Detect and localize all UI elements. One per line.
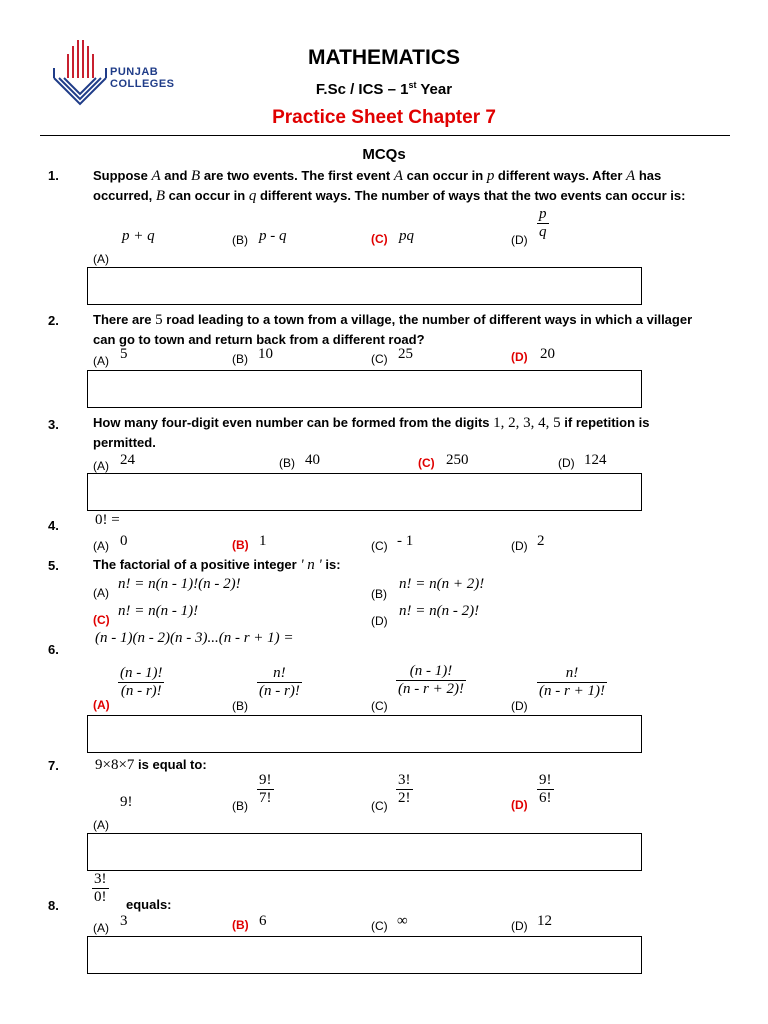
q1-option-d-fraction <box>537 206 549 241</box>
q3-option-c-label: (C) <box>418 456 435 470</box>
q1-var-a: A <box>151 168 161 184</box>
q2-option-a-value: 5 <box>120 346 128 362</box>
q3-option-b-value: 40 <box>305 452 320 468</box>
q6-option-b-label: (B) <box>232 699 248 713</box>
q2-option-c-label: (C) <box>371 352 388 366</box>
q6-expression: (n - 1)(n - 2)(n - 3)...(n - r + 1) = <box>95 630 294 646</box>
header-divider <box>40 135 730 136</box>
q6-a-num: (n - 1)! <box>120 665 163 681</box>
q1-answer-box[interactable] <box>87 267 642 305</box>
q3-t2: if repetition is <box>560 415 650 430</box>
q1-option-c-value: pq <box>399 228 414 244</box>
q2-option-c-value: 25 <box>398 346 413 362</box>
subtitle-sup: st <box>408 80 417 90</box>
q2-option-d-label: (D) <box>511 350 528 364</box>
q4-option-a-label: (A) <box>93 539 109 553</box>
q2-number: 2. <box>48 313 59 328</box>
q1-var-a3: A <box>626 168 636 184</box>
q5-option-d-label: (D) <box>371 614 388 628</box>
q5-option-a-label: (A) <box>93 586 109 600</box>
q2-text <box>93 310 743 349</box>
q4-option-c-label: (C) <box>371 539 388 553</box>
q2-l2: can go to town and return back from a different road? <box>93 332 425 347</box>
q4-option-c-value: - 1 <box>397 533 414 549</box>
q1-option-a-value: p + q <box>122 228 155 244</box>
q1-t1: Suppose <box>93 168 152 183</box>
q1-l2b: can occur in <box>165 188 249 203</box>
q4-option-a-value: 0 <box>120 533 128 549</box>
q6-option-b-fraction <box>257 665 302 700</box>
subtitle-year: Year <box>416 81 453 98</box>
q4-option-d-label: (D) <box>511 539 528 553</box>
q7-option-b-fraction <box>257 772 274 807</box>
q6-answer-box[interactable] <box>87 715 642 753</box>
q7-c-den: 2! <box>398 790 411 806</box>
q7-option-a-label: (A) <box>93 818 109 832</box>
q6-d-den: (n - r + 1)! <box>539 683 605 699</box>
q7-option-a-value: 9! <box>120 794 133 810</box>
q3-text <box>93 413 743 452</box>
q7-text <box>95 755 207 775</box>
q2-option-b-value: 10 <box>258 346 273 362</box>
q7-option-b-label: (B) <box>232 799 248 813</box>
q2-option-d-value: 20 <box>540 346 555 362</box>
q8-option-a-value: 3 <box>120 913 128 929</box>
q5-option-c-value: n! = n(n - 1)! <box>118 603 199 619</box>
q7-b-num: 9! <box>259 772 272 788</box>
q8-num: 3! <box>94 871 107 887</box>
q6-option-d-label: (D) <box>511 699 528 713</box>
q3-l2: permitted. <box>93 435 156 450</box>
q6-number: 6. <box>48 642 59 657</box>
q7-d-num: 9! <box>539 772 552 788</box>
q1-option-c-label: (C) <box>371 232 388 246</box>
q7-c-num: 3! <box>398 772 411 788</box>
q6-option-a-fraction <box>118 665 164 700</box>
q3-option-c-value: 250 <box>446 452 469 468</box>
q2-t1: There are <box>93 312 156 327</box>
q1-l2c: different ways. The number of ways that the two events can occur is: <box>256 188 686 203</box>
q8-den: 0! <box>94 889 107 905</box>
q3-option-a-label: (A) <box>93 459 109 473</box>
q1-var-a2: A <box>393 168 403 184</box>
q8-option-a-label: (A) <box>93 921 109 935</box>
q7-answer-box[interactable] <box>87 833 642 871</box>
q6-b-num: n! <box>273 665 286 681</box>
q5-option-b-label: (B) <box>371 587 387 601</box>
q2-var-n: 5 <box>155 312 163 328</box>
q3-digits: 1, 2, 3, 4, 5 <box>493 415 561 431</box>
q7-t1: is equal to: <box>134 757 207 772</box>
q3-option-d-label: (D) <box>558 456 575 470</box>
q1-option-b-label: (B) <box>232 233 248 247</box>
q5-var-n: ' n ' <box>300 557 322 573</box>
q1-var-b2: B <box>155 188 166 204</box>
course-subtitle <box>0 80 768 98</box>
q4-option-d-value: 2 <box>537 533 545 549</box>
q1-var-b: B <box>191 168 201 184</box>
q5-number: 5. <box>48 558 59 573</box>
logo-line1: PUNJAB <box>110 66 159 78</box>
q8-option-d-value: 12 <box>537 913 552 929</box>
q8-option-c-label: (C) <box>371 919 388 933</box>
q6-c-num: (n - 1)! <box>409 663 453 679</box>
q1-d-den: q <box>539 224 547 240</box>
q5-text <box>93 555 341 575</box>
q1-var-q: q <box>248 188 257 204</box>
q7-expression: 9×8×7 <box>95 757 135 773</box>
q6-option-c-fraction <box>396 663 466 698</box>
q1-t6: has <box>635 168 662 183</box>
section-heading: MCQs <box>362 146 406 163</box>
q7-option-d-label: (D) <box>511 798 528 812</box>
q5-option-b-value: n! = n(n + 2)! <box>399 576 485 592</box>
q8-option-c-value: ∞ <box>397 913 408 929</box>
q3-option-d-value: 124 <box>584 452 607 468</box>
q5-option-c-label: (C) <box>93 613 110 627</box>
q8-answer-box[interactable] <box>87 936 642 974</box>
q8-text: equals: <box>126 897 172 912</box>
q1-t3: are two events. The first event <box>200 168 394 183</box>
q5-option-d-value: n! = n(n - 2)! <box>399 603 480 619</box>
q1-t2: and <box>160 168 192 183</box>
q8-option-b-value: 6 <box>259 913 267 929</box>
q6-a-den: (n - r)! <box>118 682 164 700</box>
q1-l2a: occurred, <box>93 188 156 203</box>
q4-expression: 0! = <box>95 512 120 528</box>
q2-option-b-label: (B) <box>232 352 248 366</box>
q7-d-den: 6! <box>539 790 552 806</box>
q5-t2: is: <box>321 557 341 572</box>
q7-b-den: 7! <box>259 790 272 806</box>
q5-t1: The factorial of a positive integer <box>93 557 301 572</box>
q8-option-d-label: (D) <box>511 919 528 933</box>
q3-t1: How many four-digit even number can be formed from the digits <box>93 415 494 430</box>
q6-option-a-label: (A) <box>93 698 110 712</box>
q1-t4: can occur in <box>403 168 487 183</box>
page-title: MATHEMATICS <box>307 46 461 69</box>
q6-d-num: n! <box>565 665 579 681</box>
q1-option-d-label: (D) <box>511 233 528 247</box>
q7-option-c-label: (C) <box>371 799 388 813</box>
q2-t2: road leading to a town from a village, the number of different ways in which a villager <box>162 312 693 327</box>
q5-option-a-value: n! = n(n - 1)!(n - 2)! <box>118 576 241 592</box>
sheet-title: Practice Sheet Chapter 7 <box>272 107 496 128</box>
q2-answer-box[interactable] <box>87 370 642 408</box>
logo-line2: COLLEGES <box>110 78 175 90</box>
q1-option-b-value: p - q <box>259 228 287 244</box>
q3-option-a-value: 24 <box>120 452 135 468</box>
q1-option-a-label: (A) <box>93 252 109 266</box>
q1-t5: different ways. After <box>494 168 627 183</box>
q7-option-d-fraction <box>537 772 554 807</box>
q8-fraction <box>92 871 109 906</box>
q1-text <box>93 166 733 206</box>
q8-number: 8. <box>48 898 59 913</box>
q6-option-d-fraction <box>537 665 607 700</box>
q3-answer-box[interactable] <box>87 473 642 511</box>
q6-b-den: (n - r)! <box>259 683 300 699</box>
q6-c-den: (n - r + 2)! <box>398 681 464 697</box>
q4-number: 4. <box>48 518 59 533</box>
q1-number: 1. <box>48 168 59 183</box>
q7-option-c-fraction <box>396 772 413 807</box>
subtitle-text: F.Sc / ICS – 1 <box>315 81 409 98</box>
q1-var-p: p <box>486 168 495 184</box>
q4-option-b-label: (B) <box>232 538 249 552</box>
q6-option-c-label: (C) <box>371 699 388 713</box>
q3-number: 3. <box>48 417 59 432</box>
q7-number: 7. <box>48 758 59 773</box>
q2-option-a-label: (A) <box>93 354 109 368</box>
q1-d-num: p <box>539 206 547 222</box>
q3-option-b-label: (B) <box>279 456 295 470</box>
q8-option-b-label: (B) <box>232 918 249 932</box>
q4-option-b-value: 1 <box>259 533 267 549</box>
